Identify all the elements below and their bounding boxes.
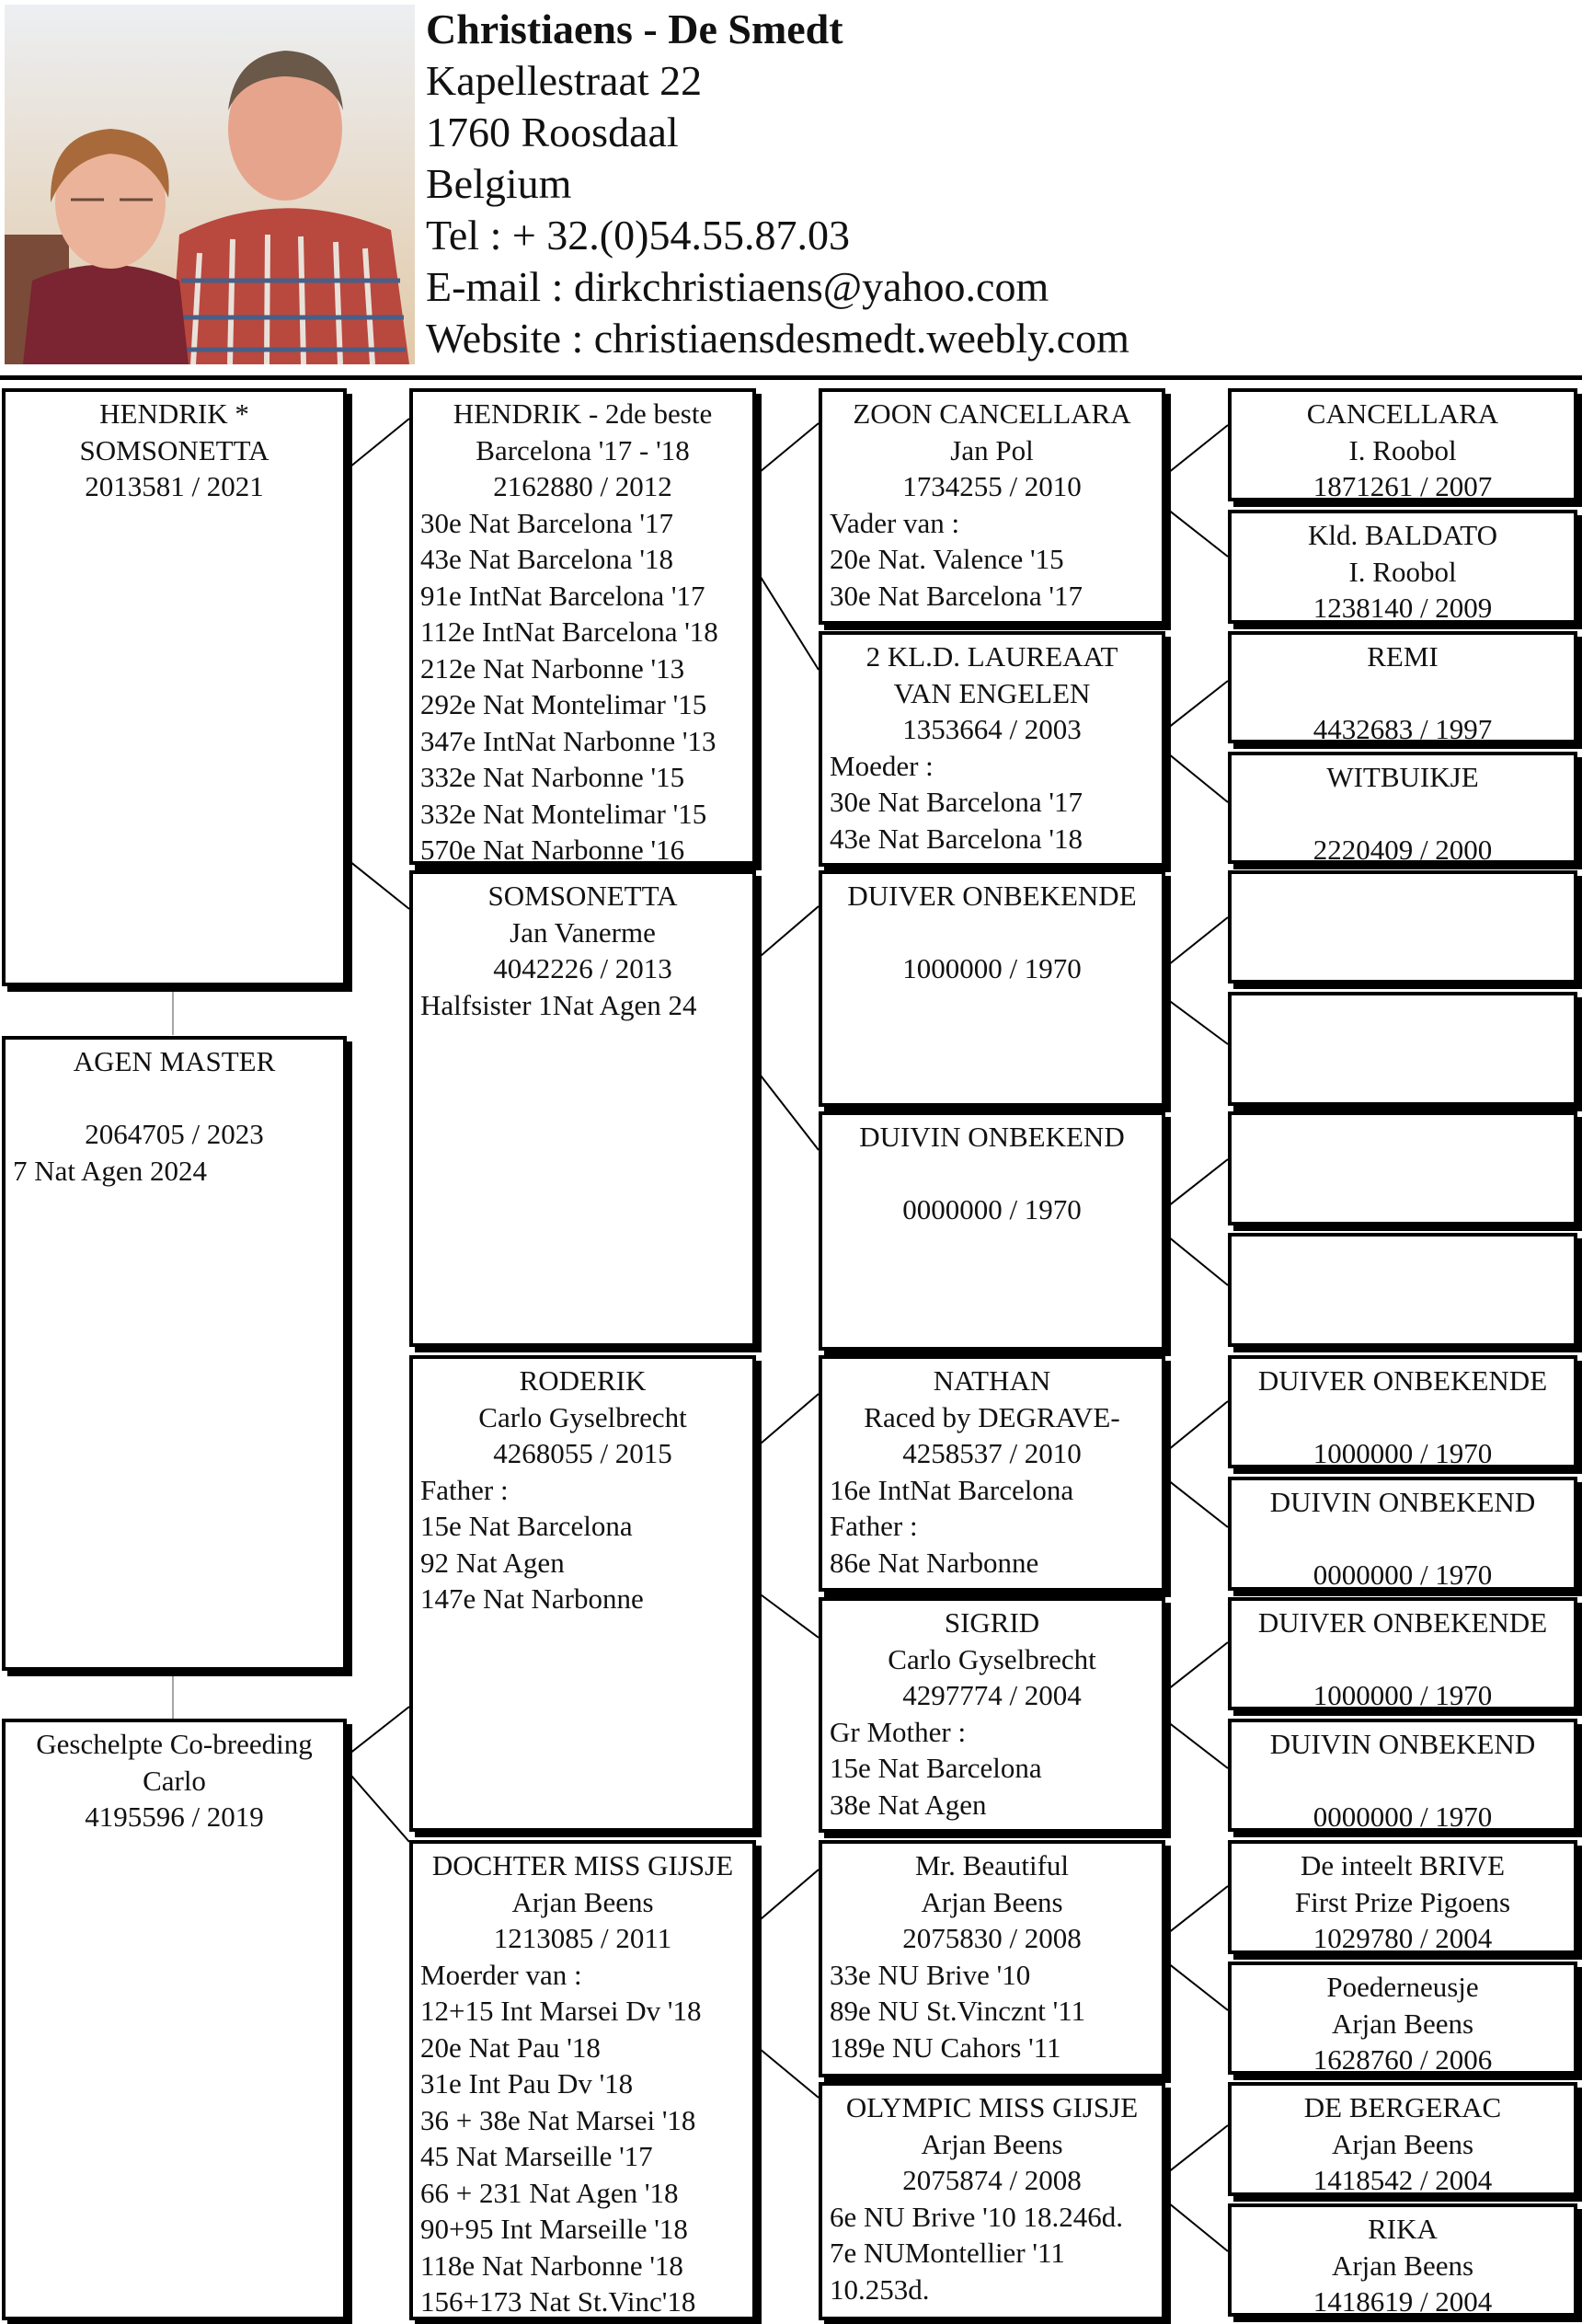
owners-photo [5, 5, 415, 364]
pedigree-line: HENDRIK - 2de beste [453, 397, 713, 430]
pedigree-line [1232, 1399, 1574, 1436]
gen4-box [1228, 1477, 1577, 1591]
pedigree-line: SOMSONETTA [79, 433, 269, 466]
pedigree-line: 2 KL.D. LAUREAAT [866, 640, 1118, 673]
pedigree-line: Jan Vanerme [510, 915, 656, 949]
great-grandparent-box [819, 1840, 1165, 2077]
subject-box [2, 1036, 347, 1671]
pedigree-line: 4268055 / 2015 [493, 1437, 672, 1469]
pedigree-line: DUIVIN ONBEKEND [1269, 1728, 1536, 1760]
pedigree-line: Halfsister 1Nat Agen 24 [420, 988, 697, 1021]
pedigree-line: Carlo [143, 1764, 206, 1797]
pedigree-line: DUIVIN ONBEKEND [859, 1121, 1125, 1153]
pedigree-line: DUIVER ONBEKENDE [1257, 1364, 1548, 1397]
gen4-box [1228, 1355, 1577, 1468]
pedigree-line: 292e Nat Montelimar '15 [420, 688, 707, 720]
pedigree-line: I. Roobol [1348, 433, 1457, 466]
gen4-box [1228, 992, 1577, 1106]
pedigree-line: 91e IntNat Barcelona '17 [420, 579, 705, 612]
sire-box [2, 388, 347, 986]
pedigree-line: Raced by DEGRAVE- [864, 1400, 1120, 1433]
pedigree-line [1232, 675, 1574, 712]
gen4-box [1228, 1111, 1577, 1225]
pedigree-line: 1418619 / 2004 [1313, 2285, 1493, 2317]
pedigree-line: RODERIK [519, 1364, 647, 1397]
pedigree-line: 347e IntNat Narbonne '13 [420, 724, 716, 757]
great-grandparent-box [819, 2082, 1165, 2320]
pedigree-line: Arjan Beens [1331, 2007, 1474, 2040]
grandparent-box [409, 1355, 756, 1832]
pedigree-line: Mr. Beautiful [914, 1849, 1070, 1881]
pedigree-line: HENDRIK * [99, 397, 249, 430]
pedigree-line [822, 1156, 1162, 1192]
pedigree-line: 43e Nat Barcelona '18 [420, 543, 674, 575]
pedigree-line: 0000000 / 1970 [1313, 1801, 1493, 1832]
gen4-box [1228, 1840, 1577, 1954]
pedigree-line: 1238140 / 2009 [1313, 592, 1493, 624]
grandparent-box [409, 1840, 756, 2320]
pedigree-line: 36 + 38e Nat Marsei '18 [420, 2103, 696, 2136]
pedigree-line: 30e Nat Barcelona '17 [830, 786, 1083, 818]
pedigree-line: 4042226 / 2013 [493, 952, 672, 984]
pedigree-line: 2075830 / 2008 [902, 1922, 1082, 1954]
pedigree-line: I. Roobol [1348, 555, 1457, 588]
pedigree-line: 86e Nat Narbonne [830, 1546, 1039, 1579]
pedigree-line: Jan Pol [950, 433, 1034, 466]
pedigree-line: 1734255 / 2010 [902, 470, 1082, 502]
pedigree-line: VAN ENGELEN [893, 676, 1091, 709]
pedigree-line: 2064705 / 2023 [85, 1118, 264, 1150]
pedigree-line: ZOON CANCELLARA [853, 397, 1131, 430]
pedigree-line: SIGRID [944, 1606, 1040, 1639]
pedigree-line [1232, 1763, 1574, 1800]
pedigree-line [1232, 1641, 1574, 1678]
pedigree-line: 30e Nat Barcelona '17 [420, 506, 674, 539]
address-street: Kapellestraat 22 [426, 57, 703, 104]
great-grandparent-box [819, 870, 1165, 1107]
pedigree-line: 7 Nat Agen 2024 [13, 1154, 207, 1187]
great-grandparent-box [819, 1355, 1165, 1592]
pedigree-line: 30e Nat Barcelona '17 [830, 579, 1083, 612]
pedigree-line: 112e IntNat Barcelona '18 [420, 616, 718, 648]
pedigree-line: 90+95 Int Marseille '18 [420, 2213, 688, 2245]
pedigree-line: 45 Nat Marseille '17 [420, 2140, 653, 2172]
pedigree-line: Moerder van : [420, 1958, 582, 1991]
pedigree-line: 15e Nat Barcelona [830, 1752, 1042, 1784]
pedigree-line: 6e NU Brive '10 18.246d. [830, 2200, 1123, 2233]
pedigree-line: 12+15 Int Marsei Dv '18 [420, 1995, 702, 2027]
pedigree-line: Moeder : [830, 749, 934, 782]
pedigree-line: Geschelpte Co-breeding [36, 1728, 313, 1760]
pedigree-line: Gr Mother : [830, 1715, 967, 1748]
gen4-box [1228, 752, 1577, 864]
pedigree-line: 4195596 / 2019 [85, 1801, 264, 1833]
pedigree-line: NATHAN [933, 1364, 1051, 1397]
pedigree-line: 332e Nat Montelimar '15 [420, 797, 707, 830]
pedigree-line: 10.253d. [830, 2272, 930, 2306]
great-grandparent-box [819, 1597, 1165, 1833]
pedigree-line: First Prize Pigoens [1294, 1885, 1511, 1918]
pedigree-line: 2162880 / 2012 [493, 470, 672, 502]
pedigree-line: 1029780 / 2004 [1313, 1922, 1493, 1954]
gen4-box [1228, 631, 1577, 743]
address-city: 1760 Roosdaal [426, 109, 679, 155]
pedigree-line: 0000000 / 1970 [902, 1193, 1082, 1225]
gen4-box [1228, 388, 1577, 501]
pedigree-line: Kld. BALDATO [1307, 519, 1498, 551]
pedigree-line: 89e NU St.Vincznt '11 [830, 1995, 1086, 2027]
great-grandparent-box [819, 631, 1165, 867]
breeder-name: Christiaens - De Smedt [426, 6, 843, 52]
gen4-box [1228, 1233, 1577, 1347]
gen4-box [1228, 870, 1577, 984]
pedigree-line: 2013581 / 2021 [85, 470, 264, 502]
address-country: Belgium [426, 160, 572, 207]
pedigree-line: Carlo Gyselbrecht [478, 1400, 687, 1433]
pedigree-line [822, 915, 1162, 951]
grandparent-box [409, 388, 756, 865]
pedigree-line: DUIVIN ONBEKEND [1269, 1486, 1536, 1518]
pedigree-line: 15e Nat Barcelona [420, 1510, 633, 1542]
pedigree-line: Carlo Gyselbrecht [888, 1642, 1096, 1675]
pedigree-line: Barcelona '17 - '18 [476, 433, 690, 466]
gen4-box [1228, 1597, 1577, 1710]
pedigree-line: 43e Nat Barcelona '18 [830, 822, 1083, 855]
pedigree-line: 147e Nat Narbonne [420, 1582, 644, 1615]
great-grandparent-box [819, 1111, 1165, 1351]
pedigree-line: 1871261 / 2007 [1313, 470, 1493, 501]
pedigree-line: 20e Nat. Valence '15 [830, 543, 1064, 575]
header-divider [0, 375, 1582, 380]
great-grandparent-box [819, 388, 1165, 625]
pedigree-line: SOMSONETTA [487, 880, 678, 912]
pedigree-line: 1353664 / 2003 [902, 713, 1082, 745]
pedigree-line: 31e Int Pau Dv '18 [420, 2067, 634, 2100]
dam-box [2, 1719, 347, 2320]
pedigree-line: CANCELLARA [1306, 397, 1499, 430]
pedigree-line: 1213085 / 2011 [493, 1922, 672, 1954]
pedigree-line: Arjan Beens [921, 1885, 1063, 1918]
pedigree-line: 33e NU Brive '10 [830, 1958, 1031, 1991]
pedigree-line: AGEN MASTER [73, 1045, 276, 1077]
pedigree-line: 212e Nat Narbonne '13 [420, 651, 685, 685]
pedigree-line: Poederneusje [1326, 1971, 1479, 2003]
pedigree-line: 16e IntNat Barcelona [830, 1473, 1074, 1506]
pedigree-line: 189e NU Cahors '11 [830, 2031, 1061, 2064]
pedigree-line: 2075874 / 2008 [902, 2164, 1082, 2196]
gen4-box [1228, 510, 1577, 624]
pedigree-line: 38e Nat Agen [830, 1788, 987, 1821]
pedigree-line: 1628760 / 2006 [1313, 2043, 1493, 2075]
pedigree-line: RIKA [1368, 2213, 1438, 2245]
gen4-box [1228, 2082, 1577, 2196]
pedigree-line: DE BERGERAC [1303, 2091, 1502, 2123]
pedigree-line: 156+173 Nat St.Vinc'18 [420, 2285, 696, 2318]
pedigree-line [6, 1080, 343, 1117]
pedigree-line: DUIVER ONBEKENDE [847, 880, 1137, 912]
pedigree-line: 2220409 / 2000 [1313, 834, 1493, 864]
grandparent-box [409, 870, 756, 1347]
pedigree-line: 332e Nat Narbonne '15 [420, 761, 685, 793]
phone-text: Tel : + 32.(0)54.55.87.03 [426, 212, 850, 259]
pedigree-line: 4258537 / 2010 [902, 1437, 1082, 1469]
pedigree-line: De inteelt BRIVE [1300, 1849, 1506, 1881]
pedigree-line: 66 + 231 Nat Agen '18 [420, 2176, 679, 2209]
gen4-box [1228, 2203, 1577, 2317]
pedigree-line: Arjan Beens [1331, 2249, 1474, 2282]
pedigree-line: 92 Nat Agen [420, 1546, 565, 1579]
pedigree-line: 118e Nat Narbonne '18 [420, 2249, 683, 2282]
pedigree-line: Arjan Beens [921, 2127, 1063, 2160]
pedigree-line: 7e NUMontellier '11 [830, 2237, 1065, 2269]
gen4-box [1228, 1962, 1577, 2075]
pedigree-line: DUIVER ONBEKENDE [1257, 1606, 1548, 1639]
pedigree-line: Father : [420, 1473, 509, 1506]
pedigree-line: DOCHTER MISS GIJSJE [431, 1849, 734, 1881]
pedigree-line: Father : [830, 1510, 918, 1542]
pedigree-line: REMI [1367, 640, 1439, 673]
pedigree-line: 4432683 / 1997 [1313, 713, 1493, 743]
pedigree-line: 20e Nat Pau '18 [420, 2031, 601, 2064]
pedigree-line: 1000000 / 1970 [902, 952, 1082, 984]
pedigree-line: Vader van : [830, 506, 960, 539]
pedigree-line: 570e Nat Narbonne '16 [420, 834, 685, 865]
website-text: Website : christiaensdesmedt.weebly.com [426, 315, 1129, 362]
pedigree-line: Arjan Beens [1331, 2127, 1474, 2160]
pedigree-line [1232, 1521, 1574, 1558]
gen4-box [1228, 1719, 1577, 1832]
email-text: E-mail : dirkchristiaens@yahoo.com [426, 263, 1049, 310]
pedigree-line [1232, 796, 1574, 833]
pedigree-line: 4297774 / 2004 [902, 1679, 1082, 1711]
pedigree-line: 1000000 / 1970 [1313, 1679, 1493, 1710]
pedigree-line: WITBUIKJE [1326, 761, 1479, 793]
pedigree-line: Arjan Beens [511, 1885, 654, 1918]
pedigree-line: 1000000 / 1970 [1313, 1437, 1493, 1468]
pedigree-line: 1418542 / 2004 [1313, 2164, 1493, 2196]
pedigree-line: OLYMPIC MISS GIJSJE [845, 2091, 1139, 2123]
pedigree-line: 0000000 / 1970 [1313, 1559, 1493, 1591]
